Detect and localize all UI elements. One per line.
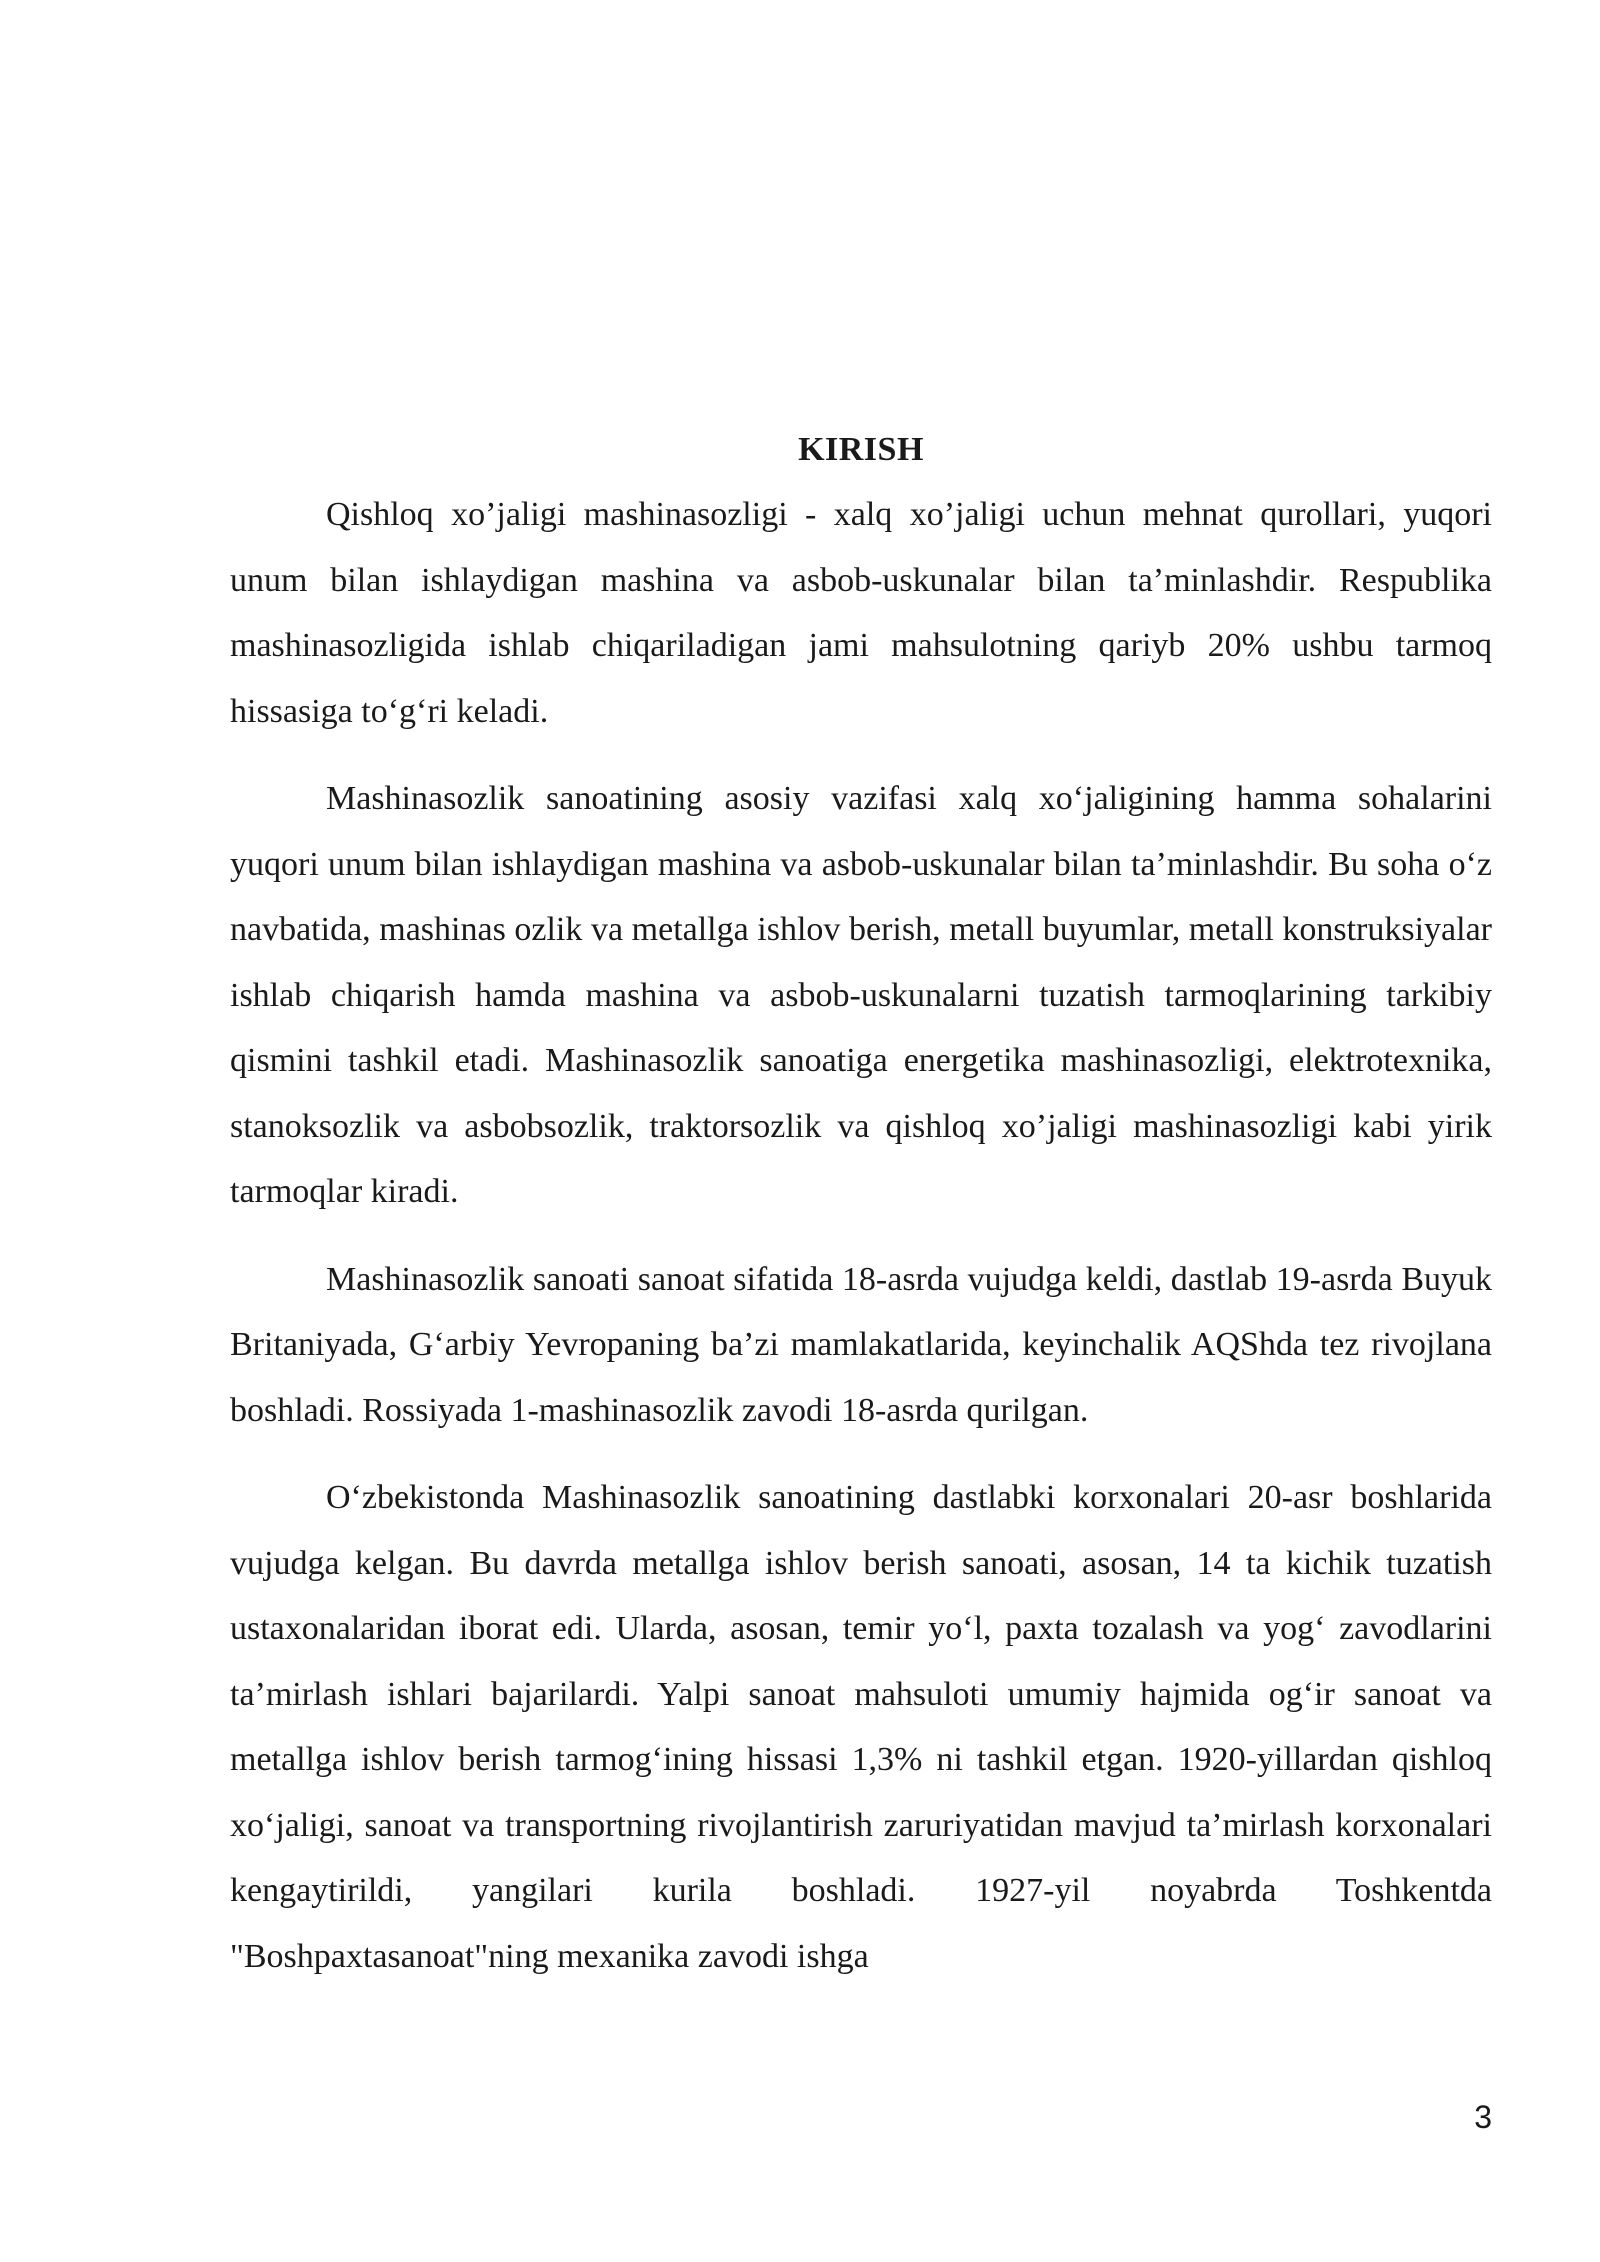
page-number: 3 bbox=[1474, 2099, 1492, 2135]
paragraph-3: Mashinasozlik sanoati sanoat sifatida 18-asrda vujudga keldi, dastlab 19-asrda Buyuk Britaniyada, G‘arbiy Yevropaning ba’zi mamlakatlarida, keyinchalik AQShda tez rivojlana boshladi. Rossiyada 1-mashinasozlik zavodi 18-asrda qurilgan. bbox=[230, 1260, 1492, 1429]
paragraph-2: Mashinasozlik sanoatining asosiy vazifasi xalq xo‘jaligining hamma sohalarini yuqori unum bilan ishlaydigan mashina va asbob-uskunalar bilan ta’minlashdir. Bu soha o‘z navbatida, mashinas ozlik va metallga ishlov berish, metall buyumlar, metall konstruksiyalar ishlab chiqarish hamda mashina va asbob-uskunalarni tuzatish tarmoqlarining tarkibiy qismini tashkil etadi. Mashinasozlik sanoatiga energetika mashinasozligi, elektrotexnika, stanoksozlik va asbobsozlik, traktorsozlik va qishloq xo’jaligi mashinasozligi kabi yirik tarmoqlar kiradi. bbox=[230, 780, 1492, 1210]
paragraph-1: Qishloq xo’jaligi mashinasozligi - xalq xo’jaligi uchun mehnat qurollari, yuqori unum bilan ishlaydigan mashina va asbob-uskunalar bilan ta’minlashdir. Respublika mashinasozligida ishlab chiqariladigan jami mahsulotning qariyb 20% ushbu tarmoq hissasiga to‘g‘ri keladi. bbox=[230, 496, 1492, 730]
paragraph-4: O‘zbekistonda Mashinasozlik sanoatining dastlabki korxonalari 20-asr boshlarida vujudga kelgan. Bu davrda metallga ishlov berish sanoati, asosan, 14 ta kichik tuzatish ustaxonalaridan iborat edi. Ularda, asosan, temir yo‘l, paxta tozalash va yog‘ zavodlarini ta’mirlash ishlari bajarilardi. Yalpi sanoat mahsuloti umumiy hajmida og‘ir sanoat va metallga ishlov berish tarmog‘ining hissasi 1,3% ni tashkil etgan. 1920-yillardan qishloq xo‘jaligi, sanoat va transportning rivojlantirish zaruriyatidan mavjud ta’mirlash korxonalari kengaytirildi, yangilari kurila boshladi. 1927-yil noyabrda Toshkentda "Boshpaxtasanoat"ning mexanika zavodi ishga bbox=[230, 1479, 1492, 1975]
body-text bbox=[230, 482, 1492, 1989]
section-heading: KIRISH bbox=[798, 431, 924, 468]
